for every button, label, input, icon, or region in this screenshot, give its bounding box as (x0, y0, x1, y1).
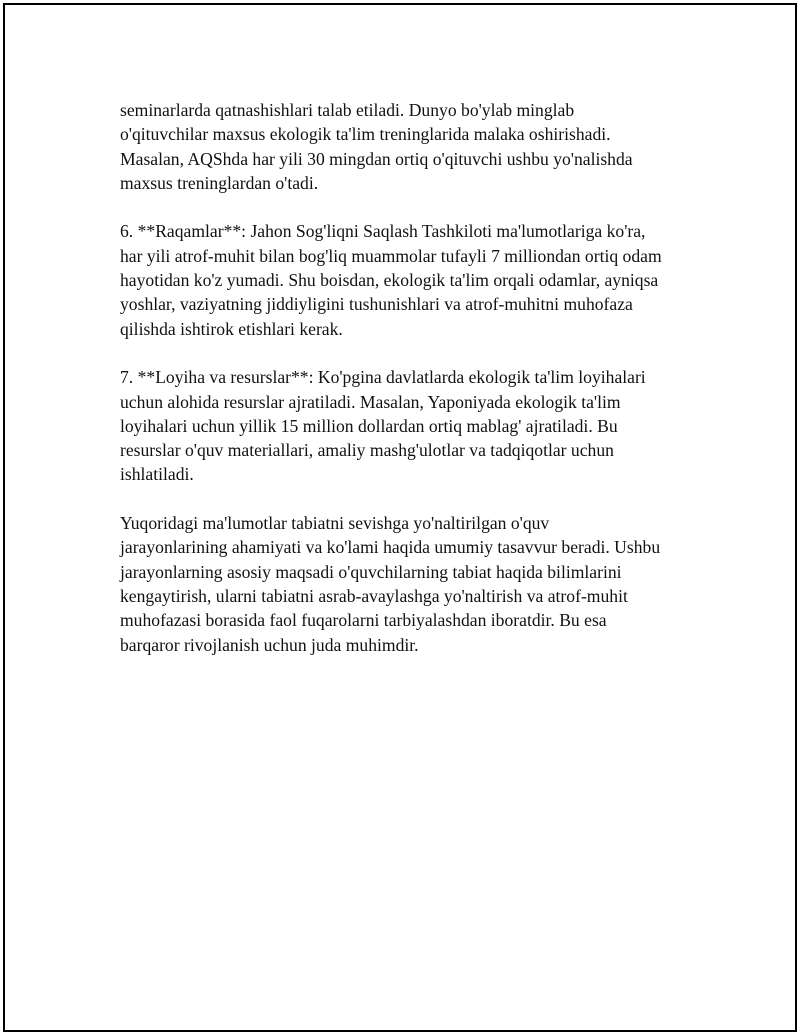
text-line: Yuqoridagi ma'lumotlar tabiatni sevishga yo'naltirilgan o'quv (120, 513, 550, 534)
text-line: o'qituvchilar maxsus ekologik ta'lim treninglarida malaka oshirishadi. (120, 124, 611, 145)
text-line: yoshlar, vaziyatning jiddiyligini tushunishlari va atrof-muhitni muhofaza (120, 294, 633, 315)
text-line: uchun alohida resurslar ajratiladi. Masalan, Yaponiyada ekologik ta'lim (120, 391, 621, 412)
text-line: loyihalari uchun yillik 15 million dollardan ortiq mablag' ajratiladi. Bu (120, 415, 618, 436)
text-line: ishlatiladi. (120, 464, 194, 485)
text-line: Masalan, AQShda har yili 30 mingdan ortiq o'qituvchi ushbu yo'nalishda (120, 148, 633, 169)
text-line: jarayonlarining ahamiyati va ko'lami haqida umumiy tasavvur beradi. Ushbu (120, 537, 661, 558)
paragraph-teacher-training (120, 98, 700, 195)
paragraph-projects-resources (120, 365, 700, 486)
text-line: 7. **Loyiha va resurslar**: Ko'pgina davlatlarda ekologik ta'lim loyihalari (120, 367, 646, 388)
text-line: qilishda ishtirok etishlari kerak. (120, 318, 343, 339)
paragraph-numbers (120, 219, 700, 340)
text-line: 6. **Raqamlar**: Jahon Sog'liqni Saqlash Tashkiloti ma'lumotlariga ko'ra, (120, 221, 646, 242)
text-line: resurslar o'quv materiallari, amaliy mashg'ulotlar va tadqiqotlar uchun (120, 440, 614, 461)
text-line: maxsus treninglardan o'tadi. (120, 172, 319, 193)
text-line: muhofazasi borasida faol fuqarolarni tarbiyalashdan iboratdir. Bu esa (120, 610, 607, 631)
text-line: har yili atrof-muhit bilan bog'liq muammolar tufayli 7 milliondan ortiq odam (120, 245, 662, 266)
text-line: hayotidan ko'z yumadi. Shu boisdan, ekologik ta'lim orqali odamlar, ayniqsa (120, 270, 659, 291)
paragraph-conclusion (120, 511, 700, 657)
document-page (3, 3, 797, 1032)
text-line: seminarlarda qatnashishlari talab etiladi. Dunyo bo'ylab minglab (120, 100, 575, 120)
text-line: jarayonlarning asosiy maqsadi o'quvchilarning tabiat haqida bilimlarini (120, 561, 622, 582)
text-line: barqaror rivojlanish uchun juda muhimdir. (120, 634, 419, 655)
document-body (120, 98, 700, 681)
text-line: kengaytirish, ularni tabiatni asrab-avaylashga yo'naltirish va atrof-muhit (120, 585, 628, 606)
